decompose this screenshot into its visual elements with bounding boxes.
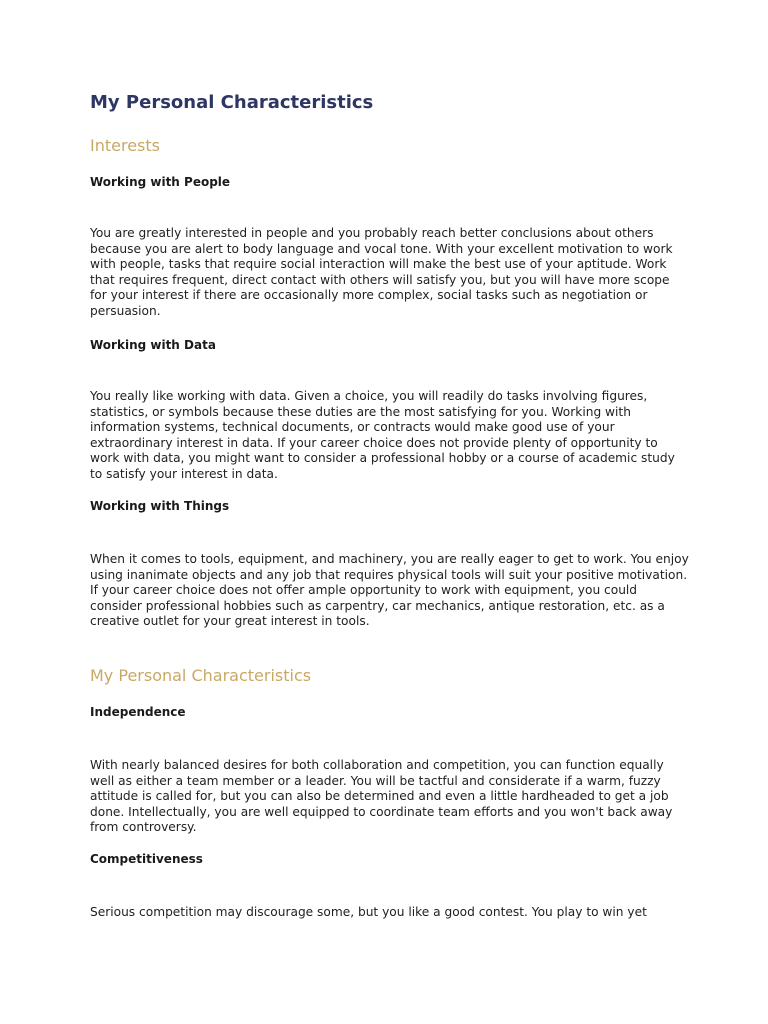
section-heading-personal-characteristics: My Personal Characteristics (90, 666, 312, 685)
subheading-independence: Independence (90, 705, 186, 719)
subheading-working-with-data: Working with Data (90, 338, 216, 352)
subheading-working-with-people: Working with People (90, 175, 231, 189)
subheading-competitiveness: Competitiveness (90, 852, 203, 866)
paragraph-competitiveness: Serious competition may discourage some, but you like a good contest. You play to win yet (90, 905, 647, 919)
section-heading-interests: Interests (90, 136, 160, 155)
subheading-working-with-things: Working with Things (90, 499, 230, 513)
paragraph-independence: With nearly balanced desires for both collaboration and competition, you can function equally well as either a team member or a leader. You will be tactful and considerate if a warm, fuzzy attitude is called for, but you can also be determined and even a little hardheaded to get a job done. Intellectually, you are well equipped to coordinate team efforts and you won't back away from controversy. (90, 758, 673, 835)
paragraph-working-with-things: When it comes to tools, equipment, and machinery, you are really eager to get to work. You enjoy using inanimate objects and any job that requires physical tools will suit your positive motivation. If your career choice does not offer ample opportunity to work with equipment, you could consider professional hobbies such as carpentry, car mechanics, antique restoration, etc. as a creative outlet for your great interest in tools. (90, 552, 689, 629)
page-title: My Personal Characteristics (90, 92, 374, 113)
paragraph-working-with-data: You really like working with data. Given a choice, you will readily do tasks involving figures, statistics, or symbols because these duties are the most satisfying for you. Working with information systems, technical documents, or contracts would make good use of your extraordinary interest in data. If your career choice does not provide plenty of opportunity to work with data, you might want to consider a professional hobby or a course of academic study to satisfy your interest in data. (90, 389, 675, 481)
paragraph-working-with-people: You are greatly interested in people and you probably reach better conclusions about others because you are alert to body language and vocal tone. With your excellent motivation to work with people, tasks that require social interaction will make the best use of your aptitude. Work that requires frequent, direct contact with others will satisfy you, but you will have more scope for your interest if there are occasionally more complex, social tasks such as negotiation or persuasion. (90, 226, 673, 318)
